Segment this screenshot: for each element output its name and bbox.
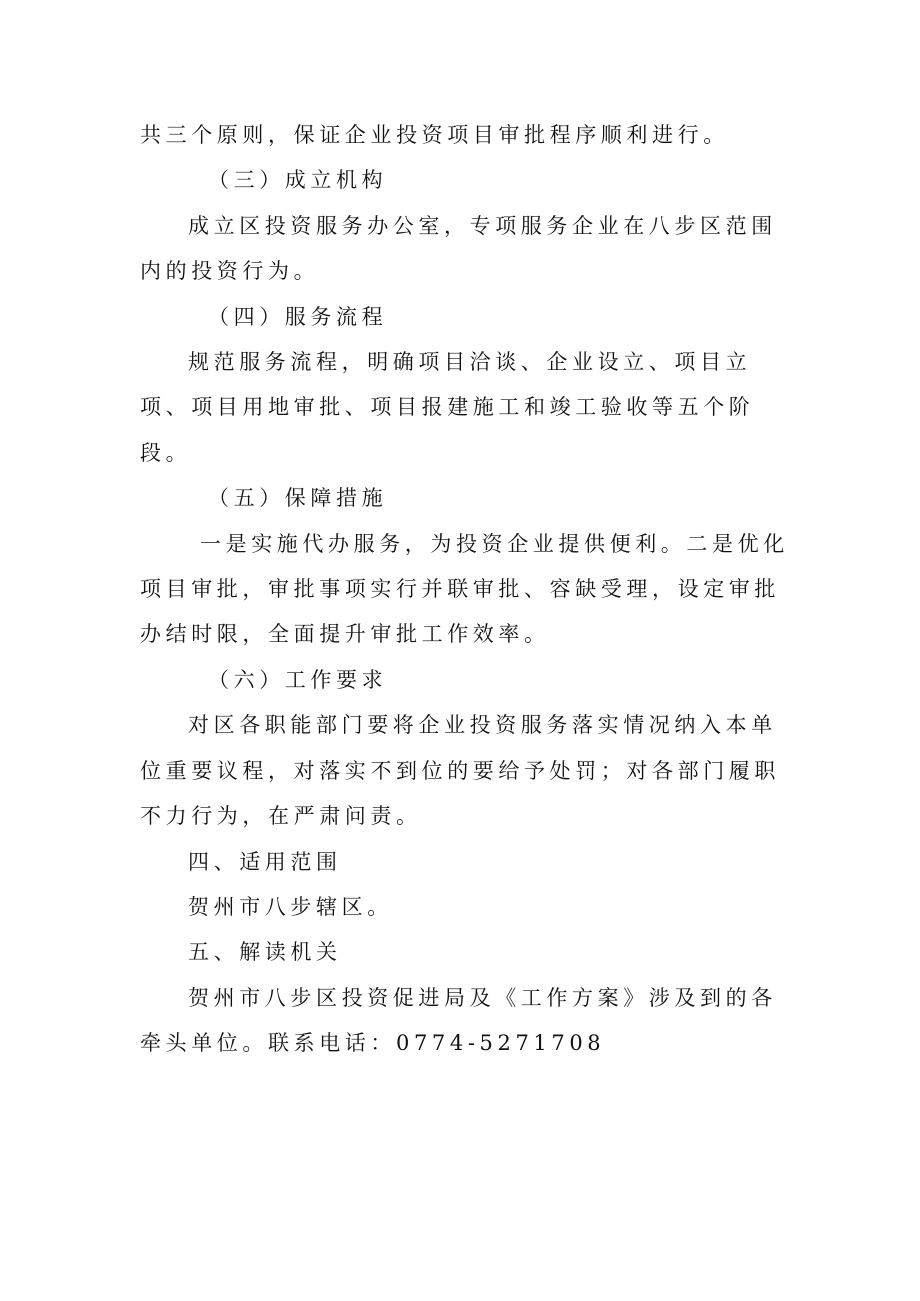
heading-safeguard-measures: （五）保障措施 [208, 486, 388, 511]
heading-establish-agency: （三）成立机构 [208, 168, 388, 193]
paragraph-service-process: 规范服务流程，明确项目洽谈、企业设立、项目立项、项目用地审批、项目报建施工和竣工验收等五个阶段。 [140, 350, 755, 465]
heading-interpreting-authority: 五、解读机关 [188, 940, 342, 965]
heading-service-process: （四）服务流程 [208, 304, 388, 329]
heading-work-requirements: （六）工作要求 [208, 667, 388, 692]
document-body [140, 113, 800, 1067]
heading-scope: 四、适用范围 [188, 849, 342, 874]
paragraph-establish-agency: 成立区投资服务办公室，专项服务企业在八步区范围内的投资行为。 [140, 213, 777, 284]
paragraph-work-requirements: 对区各职能部门要将企业投资服务落实情况纳入本单位重要议程，对落实不到位的要给予处罚；对各部门履职不力行为，在严肃问责。 [140, 713, 780, 829]
paragraph-scope: 贺州市八步辖区。 [188, 894, 393, 919]
paragraph-interpreting-authority: 贺州市八步区投资促进局及《工作方案》涉及到的各牵头单位。联系电话：0774-5271708 [140, 985, 777, 1056]
paragraph-principles: 共三个原则，保证企业投资项目审批程序顺利进行。 [140, 123, 729, 147]
paragraph-safeguard-measures: 一是实施代办服务，为投资企业提供便利。二是优化项目审批，审批事项实行并联审批、容缺受理，设定审批办结时限，全面提升审批工作效率。 [140, 531, 789, 647]
